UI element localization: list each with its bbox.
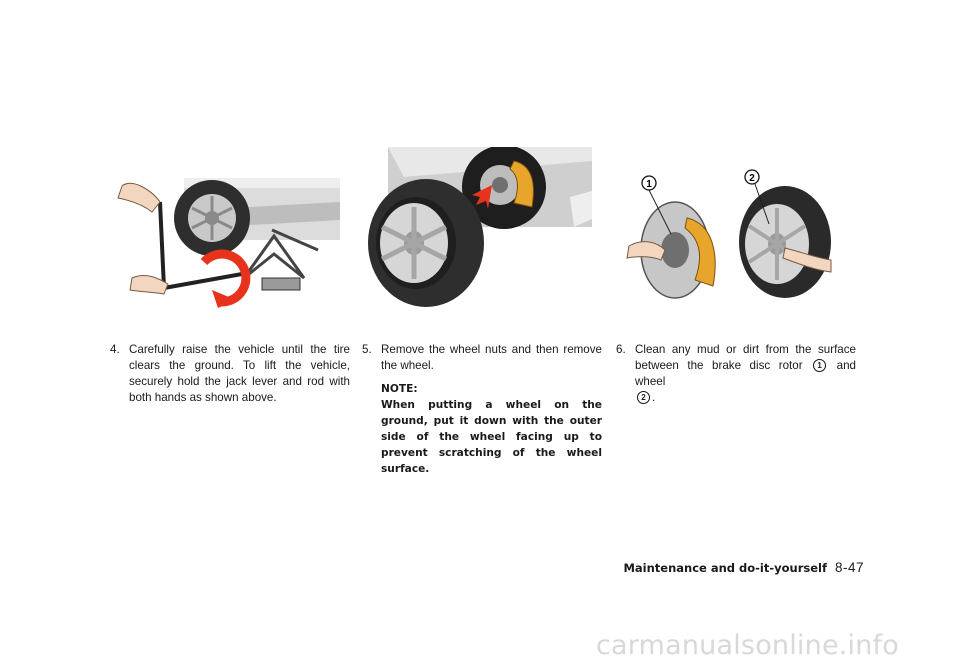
figure-wheel-removal	[364, 147, 592, 307]
step-text-between: and wheel	[635, 359, 856, 388]
step-number: 6.	[616, 343, 626, 356]
step-text-before: Clean any mud or dirt from the surface between the brake disc rotor	[635, 343, 856, 372]
callout-1-badge: 1	[813, 359, 826, 372]
step-5	[362, 342, 602, 374]
figure-callout-2: 2	[749, 173, 755, 184]
step-6	[616, 342, 856, 406]
note-text: When putting a wheel on the ground, put it down with the outer side of the wheel facing up to prevent scratching of the wheel surface.	[381, 399, 602, 475]
note-title: NOTE:	[381, 383, 418, 395]
step-text-after: .	[652, 391, 656, 404]
step-5-column	[362, 342, 602, 477]
figure-clean-surfaces	[617, 168, 839, 308]
step-number: 5.	[362, 343, 372, 356]
step-number: 4.	[110, 343, 120, 356]
figure-callout-1: 1	[646, 179, 652, 190]
step-text: Carefully raise the vehicle until the tire clears the ground. To lift the vehicle, securely hold the jack lever and rod with both hands as shown above.	[129, 343, 350, 404]
step-6-column	[616, 342, 856, 406]
page-number: 8-47	[834, 560, 864, 575]
figure-jack-raise	[112, 178, 340, 308]
note-block	[362, 381, 602, 477]
page-footer	[623, 559, 864, 577]
callout-2-badge: 2	[637, 391, 650, 404]
section-title: Maintenance and do-it-yourself	[623, 561, 827, 575]
step-text: Remove the wheel nuts and then remove the wheel.	[381, 343, 602, 372]
step-4-column	[110, 342, 350, 406]
step-4	[110, 342, 350, 406]
watermark: carmanualsonline.info	[596, 630, 899, 661]
